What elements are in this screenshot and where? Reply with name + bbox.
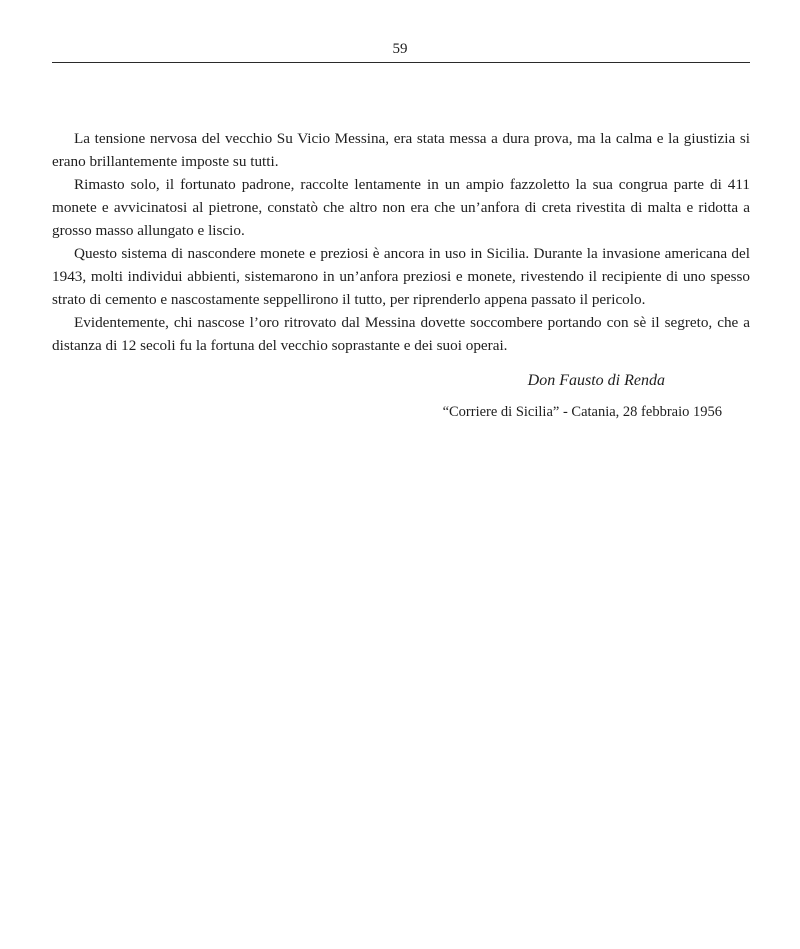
author-signature: Don Fausto di Renda xyxy=(527,372,665,389)
page-number: 59 xyxy=(392,41,408,57)
paragraph-1: La tensione nervosa del vecchio Su Vicio Messina, era stata messa a dura prova, ma la calma e la giustizia si erano brillantemente imposte su tutti. xyxy=(52,130,750,170)
header-rule xyxy=(52,62,750,63)
paragraph-2: Rimasto solo, il fortunato padrone, raccolte lentamente in un ampio fazzoletto la sua congrua parte di 411 monete e avvicinatosi al pietrone, constatò che altro non era che un’anfora di creta rivestita di malta e ridotta a grosso masso allungato e liscio. xyxy=(52,176,750,239)
paragraph-3: Questo sistema di nascondere monete e preziosi è ancora in uso in Sicilia. Durante la invasione americana del 1943, molti individui abbienti, sistemarono in un’anfora preziosi e monete, rivestendo il recipiente di uno spesso strato di cemento e nascostamente seppellirono il tutto, per riprenderlo appena passato il pericolo. xyxy=(52,245,750,308)
article-body xyxy=(52,127,750,357)
paragraph-4: Evidentemente, chi nascose l’oro ritrovato dal Messina dovette soccombere portando con sè il segreto, che a distanza di 12 secoli fu la fortuna del vecchio soprastante e dei suoi operai. xyxy=(52,314,750,354)
source-citation: “Corriere di Sicilia” - Catania, 28 febbraio 1956 xyxy=(442,404,722,420)
